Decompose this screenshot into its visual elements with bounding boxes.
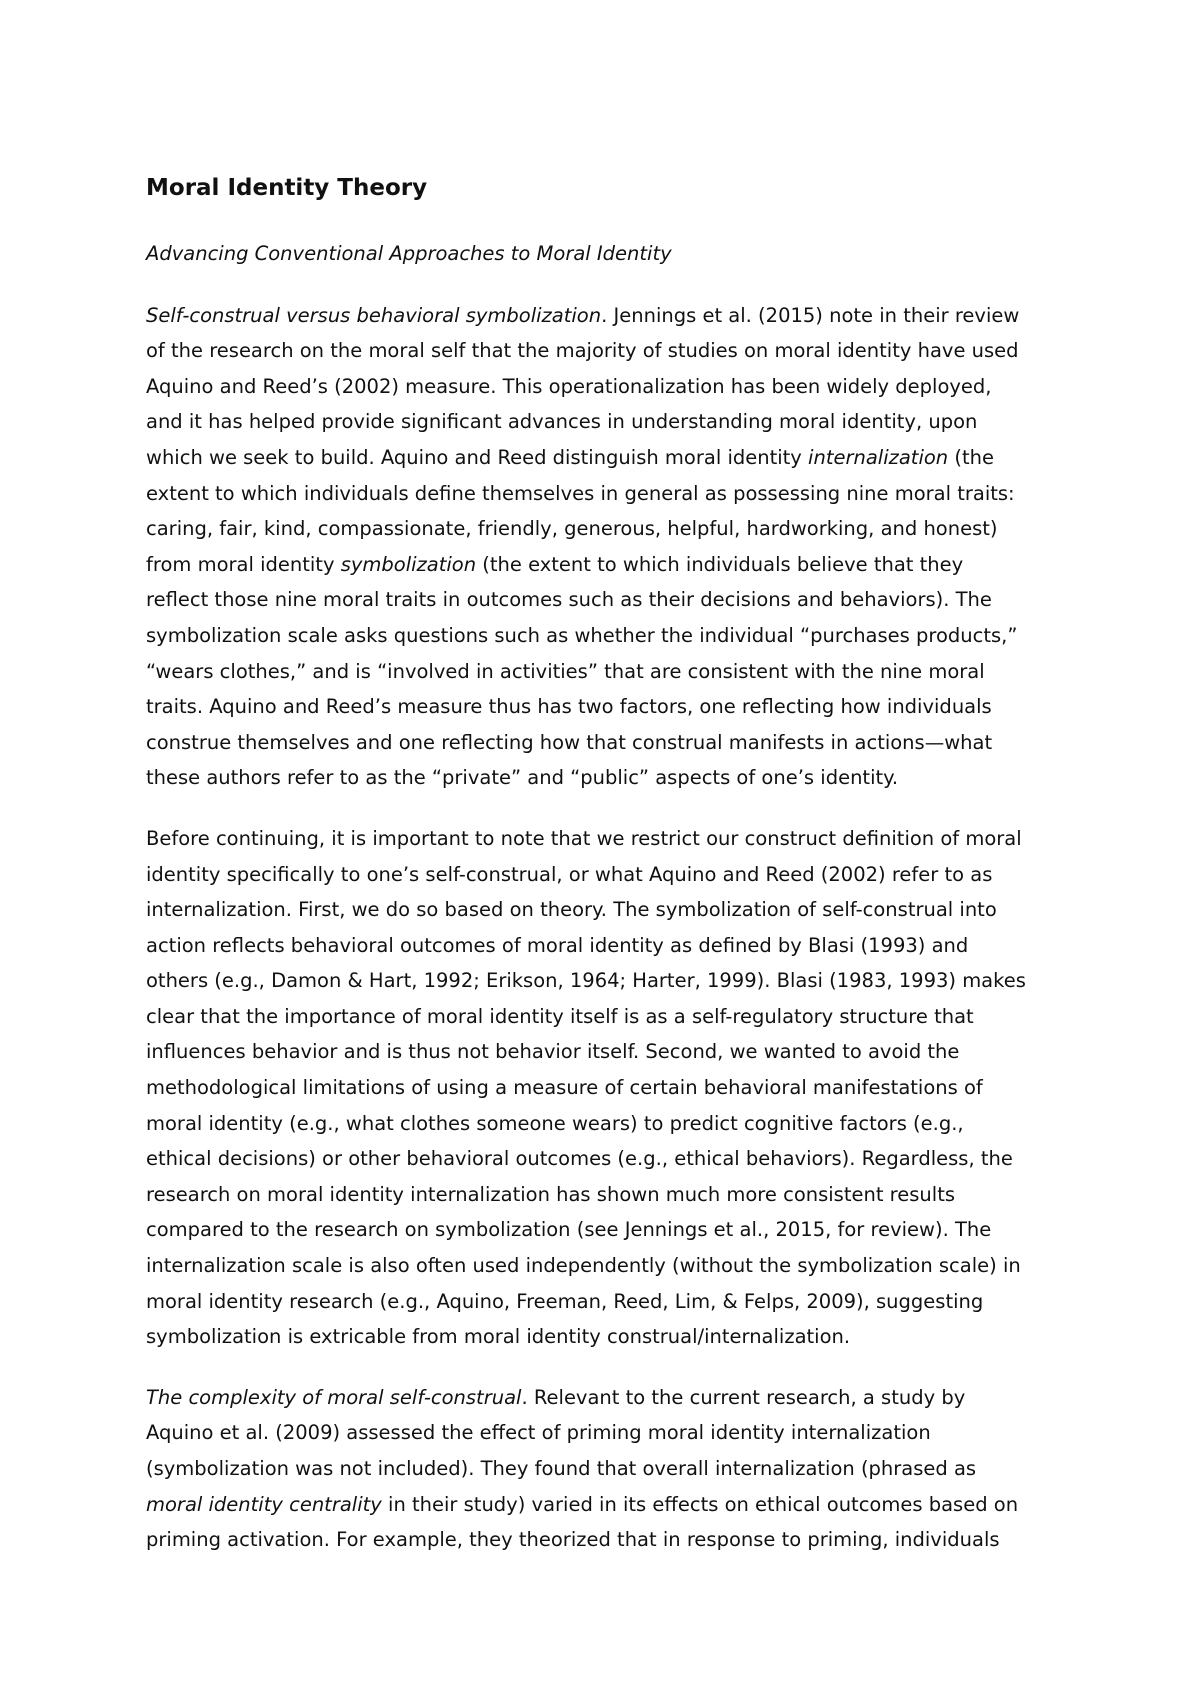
emphasis-term: moral identity centrality [146, 1492, 382, 1516]
text-line: Before continuing, it is important to note that we restrict our construct definition of moral [146, 826, 1022, 850]
text-line: action reflects behavioral outcomes of moral identity as defined by Blasi (1993) and [146, 933, 969, 957]
document-title: Moral Identity Theory [146, 175, 428, 201]
text-line: moral identity (e.g., what clothes someone wears) to predict cognitive factors (e.g., [146, 1111, 964, 1135]
text-line: others (e.g., Damon & Hart, 1992; Erikson, 1964; Harter, 1999). Blasi (1983, 1993) makes [146, 969, 1026, 993]
text-line: construe themselves and one reflecting how that construal manifests in actions—what [146, 730, 993, 754]
text-line: internalization scale is also often used independently (without the symbolization scale) in [146, 1254, 1021, 1278]
text-line: Self-construal versus behavioral symbolization. Jennings et al. (2015) note in their review [146, 303, 1020, 327]
text-line: Aquino et al. (2009) assessed the effect of priming moral identity internalization [146, 1421, 931, 1445]
text-line: and it has helped provide significant advances in understanding moral identity, upon [146, 410, 978, 434]
paragraph-3 [146, 1380, 1076, 1558]
text-line: Aquino and Reed’s (2002) measure. This operationalization has been widely deployed, [146, 374, 992, 398]
text-line: traits. Aquino and Reed’s measure thus has two factors, one reflecting how individuals [146, 695, 992, 719]
paragraph-2 [146, 821, 1076, 1355]
text-line: caring, fair, kind, compassionate, friendly, generous, helpful, hardworking, and honest) [146, 517, 998, 541]
text-line: priming activation. For example, they theorized that in response to priming, individuals [146, 1528, 1000, 1552]
text-line: methodological limitations of using a measure of certain behavioral manifestations of [146, 1076, 983, 1100]
text-line: these authors refer to as the “private” and “public” aspects of one’s identity. [146, 766, 899, 790]
paragraph-1 [146, 298, 1076, 796]
text-line: symbolization scale asks questions such as whether the individual “purchases products,” [146, 623, 1018, 647]
text-line: moral identity research (e.g., Aquino, Freeman, Reed, Lim, & Felps, 2009), suggesting [146, 1289, 984, 1313]
text-line: ethical decisions) or other behavioral outcomes (e.g., ethical behaviors). Regardless, the [146, 1147, 1013, 1171]
text-line: (symbolization was not included). They found that overall internalization (phrased as [146, 1457, 977, 1480]
text-line: reflect those nine moral traits in outcomes such as their decisions and behaviors). The [146, 588, 992, 612]
text-line: The complexity of moral self-construal. Relevant to the current research, a study by [146, 1385, 966, 1409]
text-line: of the research on the moral self that the majority of studies on moral identity have used [146, 339, 1019, 363]
text-line: moral identity centrality in their study) varied in its effects on ethical outcomes based on [146, 1492, 1019, 1516]
text-line: research on moral identity internalization has shown much more consistent results [146, 1182, 956, 1206]
run-in-heading: Self-construal versus behavioral symbolization [146, 303, 602, 327]
text-line: clear that the importance of moral identity itself is as a self-regulatory structure that [146, 1004, 974, 1028]
emphasis-term: symbolization [340, 552, 477, 576]
text-line: internalization. First, we do so based on theory. The symbolization of self-construal into [146, 898, 997, 922]
text-line: which we seek to build. Aquino and Reed distinguish moral identity internalization (the [146, 445, 994, 469]
section-subtitle: Advancing Conventional Approaches to Moral Identity [146, 242, 672, 265]
text-line: symbolization is extricable from moral identity construal/internalization. [146, 1325, 851, 1349]
text-line: from moral identity symbolization (the extent to which individuals believe that they [146, 552, 964, 576]
text-line: influences behavior and is thus not behavior itself. Second, we wanted to avoid the [146, 1040, 960, 1064]
text-line: “wears clothes,” and is “involved in activities” that are consistent with the nine moral [146, 659, 985, 683]
document-page [146, 170, 1076, 1583]
text-line: extent to which individuals define themselves in general as possessing nine moral traits: [146, 481, 1015, 505]
text-line: compared to the research on symbolization (see Jennings et al., 2015, for review). The [146, 1218, 992, 1242]
run-in-heading: The complexity of moral self-construal [146, 1385, 522, 1409]
text-line: identity specifically to one’s self-construal, or what Aquino and Reed (2002) refer to as [146, 862, 993, 886]
emphasis-term: internalization [808, 445, 949, 469]
